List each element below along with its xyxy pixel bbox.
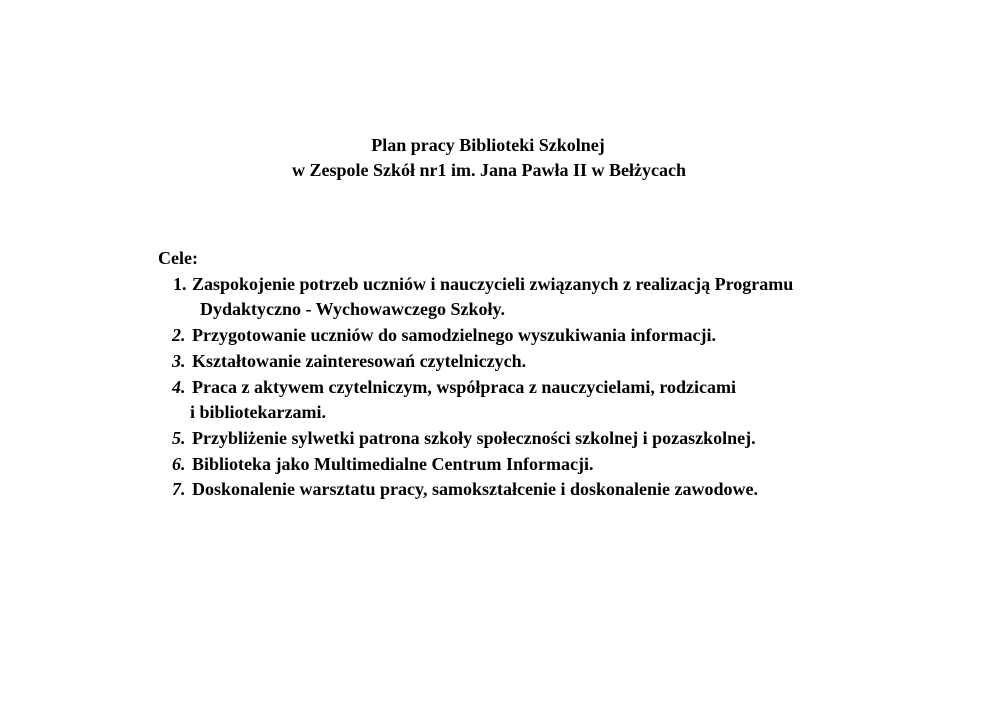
goal-item-2 bbox=[157, 323, 937, 349]
goal-text: Doskonalenie warsztatu pracy, samokształcenie i doskonalenie zawodowe. bbox=[192, 479, 758, 500]
goal-number: 6. bbox=[172, 453, 186, 474]
goal-number: 5. bbox=[172, 427, 186, 448]
goal-item-3 bbox=[157, 349, 937, 375]
goal-number: 1. bbox=[173, 273, 187, 294]
goal-text-continuation: Dydaktyczno - Wychowawczego Szkoły. bbox=[200, 299, 505, 320]
goal-text: Praca z aktywem czytelniczym, współpraca z nauczycielami, rodzicami bbox=[192, 376, 737, 397]
goal-number: 7. bbox=[172, 479, 186, 500]
goal-text: Biblioteka jako Multimedialne Centrum Informacji. bbox=[192, 453, 594, 474]
goal-number: 2. bbox=[172, 325, 186, 346]
goal-number: 4. bbox=[172, 376, 186, 397]
goal-item-5 bbox=[157, 426, 937, 452]
goal-text: Zaspokojenie potrzeb uczniów i nauczycieli związanych z realizacją Programu bbox=[192, 273, 794, 294]
goals-section bbox=[157, 246, 937, 503]
goal-item-6 bbox=[157, 452, 937, 478]
goal-text: Kształtowanie zainteresowań czytelniczych. bbox=[192, 350, 527, 371]
goal-text: Przygotowanie uczniów do samodzielnego wyszukiwania informacji. bbox=[192, 325, 716, 346]
goal-text: Przybliżenie sylwetki patrona szkoły społeczności szkolnej i pozaszkolnej. bbox=[192, 427, 756, 448]
goal-number: 3. bbox=[172, 350, 186, 371]
goal-item-1 bbox=[157, 272, 937, 323]
document-title bbox=[0, 133, 992, 183]
title-line-2: w Zespole Szkół nr1 im. Jana Pawła II w Bełżycach bbox=[292, 160, 686, 180]
goal-item-7 bbox=[157, 477, 937, 503]
goal-item-4 bbox=[157, 375, 937, 426]
goal-text-continuation: i bibliotekarzami. bbox=[190, 402, 326, 423]
title-line-1: Plan pracy Biblioteki Szkolnej bbox=[371, 135, 605, 155]
goals-heading: Cele: bbox=[158, 248, 198, 268]
